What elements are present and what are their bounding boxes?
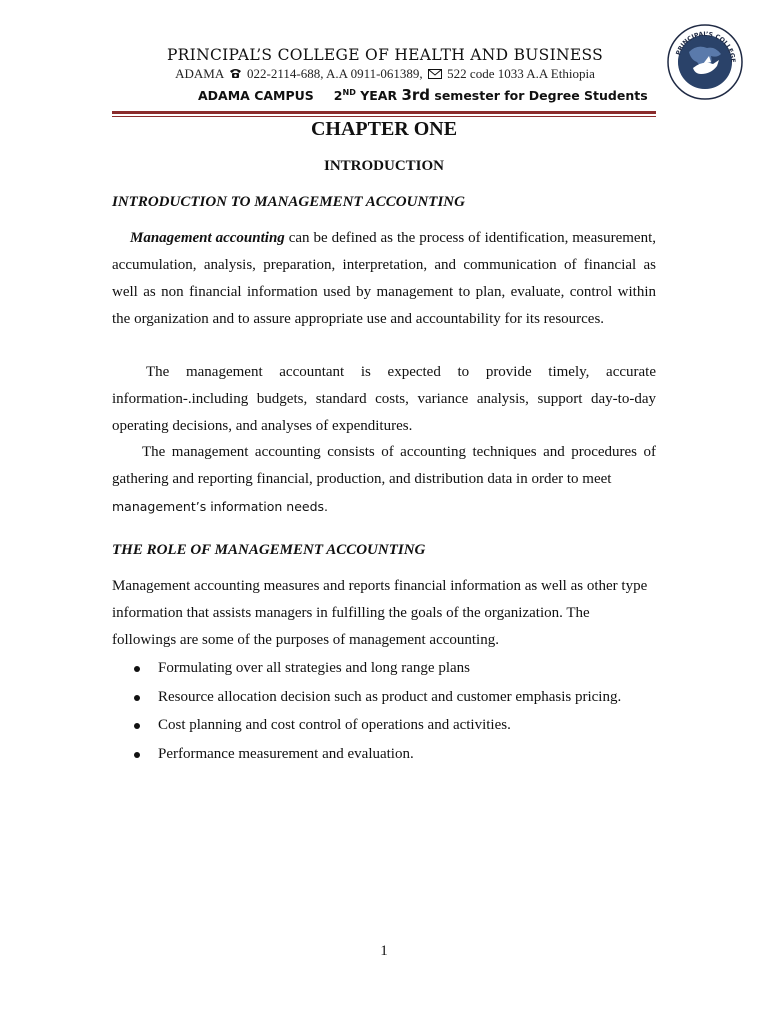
heading-intro-management-accounting: INTRODUCTION TO MANAGEMENT ACCOUNTING — [112, 194, 465, 210]
year-label: YEAR — [360, 88, 398, 103]
list-item — [112, 683, 656, 712]
semester-label: semester for Degree Students — [434, 88, 648, 103]
year-suffix: ND — [342, 87, 356, 97]
header-rule-thin — [112, 116, 656, 117]
purpose-list — [112, 654, 656, 769]
list-item-text: Cost planning and cost control of operations and activities. — [158, 717, 511, 734]
paragraph-accountant-role: The management accountant is expected to provide timely, accurate information-.including budgets, standard costs, variance analysis, support day-to-day operating decisions, and analyses of expenditures. — [112, 364, 656, 434]
chapter-title: CHAPTER ONE — [310, 118, 458, 140]
envelope-icon — [428, 67, 442, 83]
phone-numbers: 022-2114-688, A.A 0911-061389, — [247, 66, 423, 81]
campus-line — [198, 86, 648, 104]
list-item — [112, 711, 656, 740]
definition-term: Management accounting — [130, 230, 285, 246]
paragraph-role: Management accounting measures and reports financial information as well as other type information that assists managers in fulfilling the goals of the organization. The followings are some of the purposes of management accounting. — [112, 578, 648, 648]
bullet-icon — [134, 695, 140, 701]
paragraph-techniques-end — [112, 493, 656, 521]
contact-city: ADAMA — [175, 66, 224, 81]
section-title: INTRODUCTION — [323, 158, 444, 174]
college-logo — [667, 24, 743, 100]
list-item-text: Formulating over all strategies and long range plans — [158, 660, 471, 676]
list-item — [112, 654, 656, 683]
bullet-icon — [134, 752, 140, 758]
telephone-icon — [229, 67, 242, 83]
contact-line — [110, 66, 660, 83]
list-item-text: Resource allocation decision such as product and customer emphasis pricing. — [158, 688, 622, 705]
definition-text: can be defined as the process of identification, measurement, accumulation, analysis, preparation, interpretation, and communication of financial as well as non financial information used by management to plan, evaluate, control within the organization and to assure appropriate use and accountability for its resources. — [112, 230, 656, 327]
list-item — [112, 740, 656, 769]
bullet-icon — [134, 666, 140, 672]
paragraph-definition — [112, 225, 656, 333]
po-box: 522 code 1033 A.A Ethiopia — [447, 66, 595, 81]
bullet-icon — [134, 723, 140, 729]
logo-text: PRINCIPAL’S COLLEGE — [674, 30, 737, 63]
campus-name: ADAMA CAMPUS — [198, 88, 314, 103]
college-name: PRINCIPAL’S COLLEGE OF HEALTH AND BUSINESS — [166, 46, 604, 64]
page-number: 1 — [380, 943, 388, 959]
semester-number: 3rd — [401, 86, 431, 104]
heading-role-management-accounting: THE ROLE OF MANAGEMENT ACCOUNTING — [112, 542, 426, 558]
year-number: 2 — [333, 88, 343, 103]
list-item-text: Performance measurement and evaluation. — [158, 746, 414, 763]
header-rule-thick — [112, 111, 656, 114]
paragraph-techniques-end-text: management’s information needs. — [112, 499, 329, 514]
paragraph-techniques: The management accounting consists of accounting techniques and procedures of gathering and reporting financial, production, and distribution data in order to meet — [112, 444, 656, 487]
